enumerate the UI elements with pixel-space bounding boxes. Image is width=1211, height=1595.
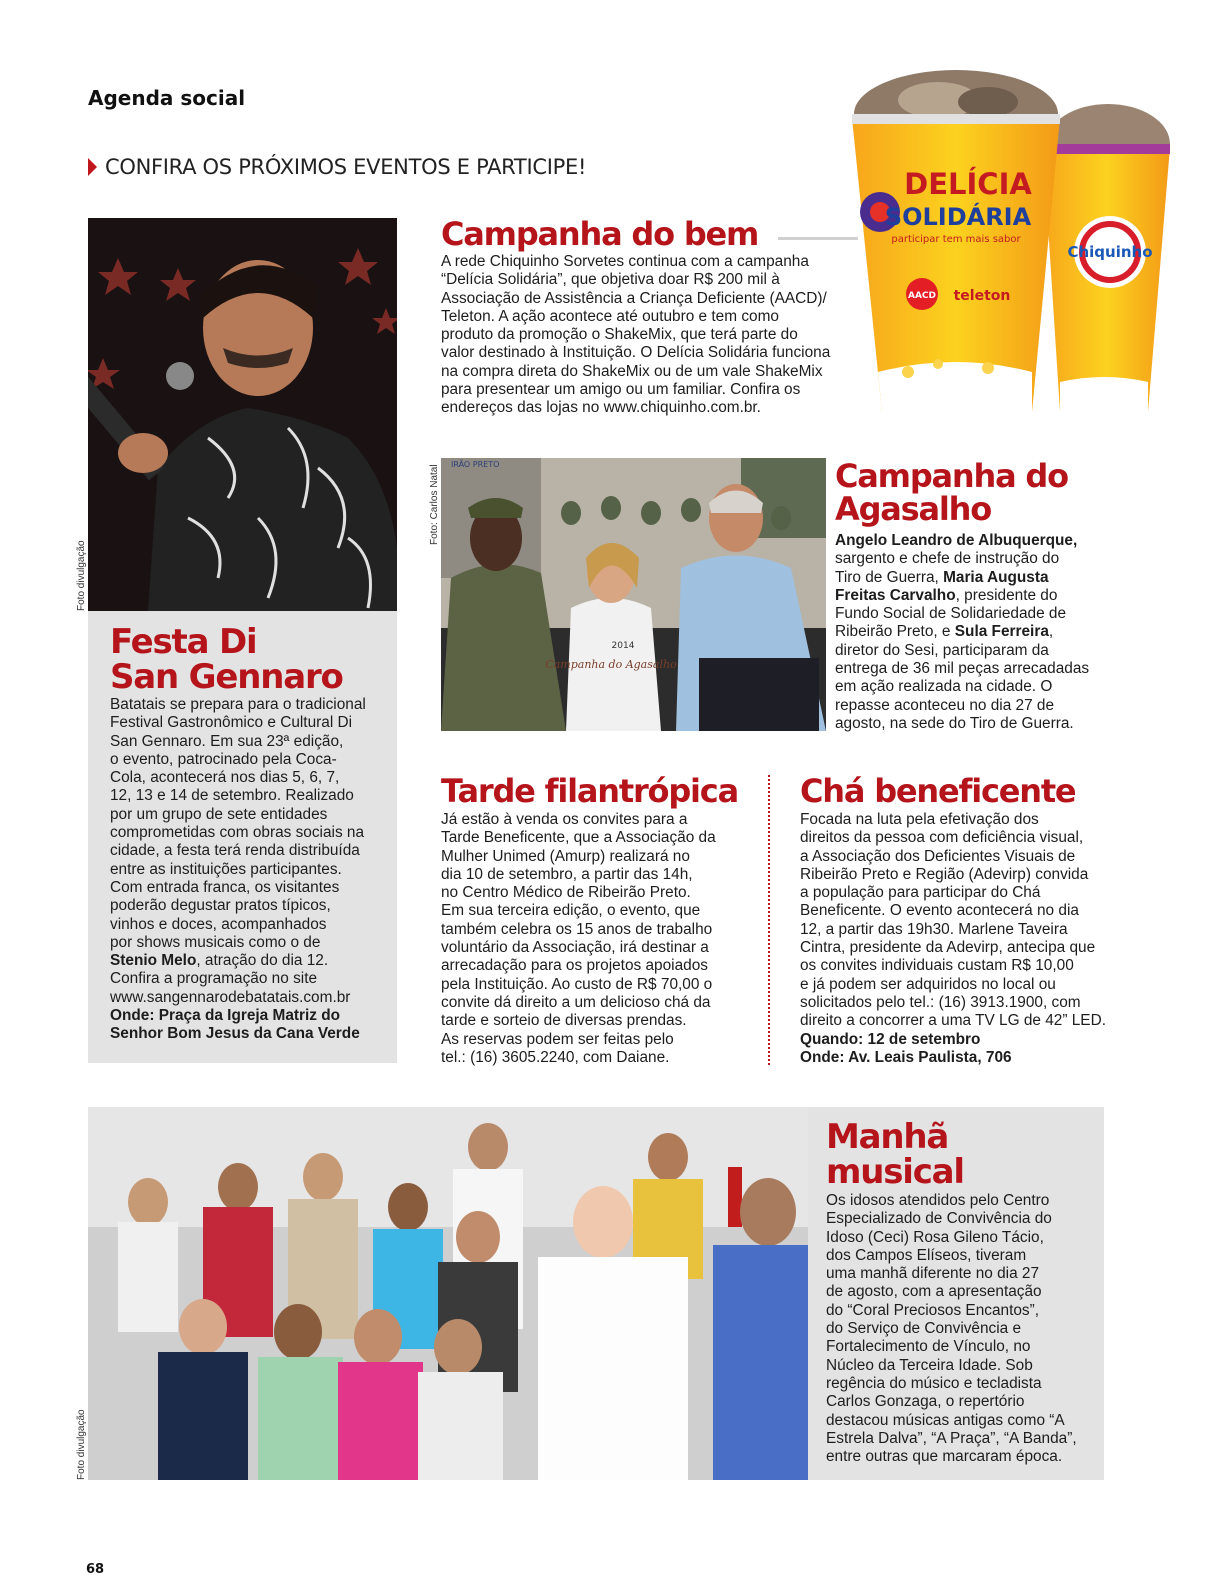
body-line: entrega de 36 mil peças arrecadadas — [835, 660, 1090, 678]
body-line: valor destinado à Instituição. O Delícia Solidária funciona — [441, 344, 831, 362]
where-line: Onde: Av. Leais Paulista, 706 — [800, 1048, 1012, 1066]
body-line: regência do músico e tecladista — [826, 1374, 1042, 1392]
festa-title-line: Festa Di — [110, 622, 257, 662]
inline-text: Ribeirão Preto, e — [835, 623, 955, 641]
body-line: Com entrada franca, os visitantes — [110, 878, 340, 896]
shirt-year: 2014 — [611, 641, 635, 651]
body-line: Angelo Leandro de Albuquerque, — [835, 532, 1078, 549]
teleton-logo: teleton — [953, 288, 1011, 304]
body-line: 12, a partir das 19h30. Marlene Taveira — [800, 920, 1068, 938]
body-line: 12, 13 e 14 de setembro. Realizado — [110, 787, 354, 805]
manha-title-line: Manhã — [826, 1117, 949, 1157]
body-line: Associação de Assistência a Criança Deficiente (AACD)/ — [441, 289, 827, 307]
delicia-logo: DELÍCIA — [904, 167, 1032, 201]
body-line — [835, 569, 1125, 587]
body-line: a população para participar do Chá — [800, 884, 1041, 902]
festa-photo — [88, 218, 397, 611]
manha-title-line: musical — [826, 1152, 964, 1192]
body-line: o evento, patrocinado pela Coca- — [110, 750, 337, 768]
body-line: direitos da pessoa com deficiência visual, — [800, 829, 1084, 847]
bold-name: Stenio Melo — [110, 952, 197, 970]
campanha-bem-title: Campanha do bem — [441, 215, 759, 253]
body-line: Os idosos atendidos pelo Centro — [826, 1192, 1050, 1209]
body-line: por shows musicais como o de — [110, 933, 321, 951]
body-line: no Centro Médico de Ribeirão Preto. — [441, 884, 691, 902]
festa-title — [110, 622, 343, 697]
body-line: para presentear um amigo ou um familiar. Confira os — [441, 381, 801, 399]
tagline: participar tem mais sabor — [891, 234, 1021, 245]
body-line: Especializado de Convivência do — [826, 1210, 1052, 1228]
bold-name: Freitas Carvalho — [835, 586, 956, 604]
body-line: Estrela Dalva”, “A Praça”, “A Banda”, — [826, 1429, 1077, 1447]
body-line: arrecadação para os projetos apoiados — [441, 957, 708, 975]
photo-credit: Foto divulgação — [76, 540, 87, 611]
section-title: Agenda social — [88, 86, 246, 110]
festa-title-line: San Gennaro — [110, 657, 343, 697]
body-line: dia 10 de setembro, a partir das 14h, — [441, 865, 693, 883]
aacd-logo: AACD — [907, 291, 937, 301]
body-line: os convites individuais custam R$ 10,00 — [800, 957, 1074, 975]
body-line: Teleton. A ação acontece até outubro e tem como — [441, 307, 779, 325]
agasalho-photo — [441, 458, 826, 731]
where-line: Onde: Praça da Igreja Matriz do — [110, 1007, 341, 1025]
body-line: solicitados pelo tel.: (16) 3913.1900, com — [800, 993, 1081, 1011]
tarde-title: Tarde filantrópica — [441, 772, 738, 810]
body-line: Fundo Social de Solidariedade de — [835, 605, 1067, 623]
body-line: a Associação dos Deficientes Visuais de — [800, 847, 1076, 865]
body-line: Cola, acontecerá nos dias 5, 6, 7, — [110, 769, 340, 787]
body-line: A rede Chiquinho Sorvetes continua com a campanha — [441, 253, 809, 270]
body-line: Beneficente. O evento acontecerá no dia — [800, 902, 1079, 920]
festa-body — [110, 696, 394, 1044]
body-line: dos Campos Elíseos, tiveram — [826, 1246, 1027, 1264]
agasalho-title-line: Agasalho — [835, 490, 992, 528]
body-line: agosto, na sede do Tiro de Guerra. — [835, 714, 1074, 732]
body-line: produto da promoção o ShakeMix, que terá parte do — [441, 326, 798, 344]
body-line: Ribeirão Preto e Região (Adevirp) convida — [800, 865, 1089, 883]
photo-credit: Foto: Carlos Natal — [429, 464, 440, 545]
body-line: poderão degustar pratos típicos, — [110, 897, 331, 915]
title-rule — [778, 237, 858, 240]
bold-name: Sula Ferreira — [954, 623, 1049, 641]
body-line: na compra direta do ShakeMix ou de um vale ShakeMix — [441, 362, 823, 380]
body-line: diretor do Sesi, participaram da — [835, 641, 1049, 659]
body-line: endereços das lojas no www.chiquinho.com.br. — [441, 399, 761, 417]
subheading — [88, 155, 586, 179]
body-line: Já estão à venda os convites para a — [441, 811, 688, 828]
body-line: uma manhã diferente no dia 27 — [826, 1265, 1040, 1283]
body-line: Fortalecimento de Vínculo, no — [826, 1338, 1031, 1356]
inline-text: , atração do dia 12. — [196, 952, 329, 970]
body-line: pela Instituição. Ao custo de R$ 70,00 o — [441, 975, 713, 993]
tarde-body — [441, 811, 761, 1067]
body-line: e já podem ser adquiridos no local ou — [800, 975, 1056, 993]
body-line: de agosto, com a apresentação — [826, 1283, 1042, 1301]
body-line: Em sua terceira edição, o evento, que — [441, 902, 701, 920]
body-line: Tarde Beneficente, que a Associação da — [441, 829, 716, 847]
body-line: por um grupo de sete entidades — [110, 805, 328, 823]
shirt-text: Campanha do Agasalho — [545, 658, 677, 671]
body-line: “Delícia Solidária”, que objetiva doar R$ 200 mil à — [441, 271, 780, 289]
solidaria-logo: SOLIDÁRIA — [884, 203, 1032, 231]
manha-body — [826, 1192, 1096, 1466]
body-line: destacou músicas antigas como “A — [826, 1411, 1065, 1429]
subheading-text: CONFIRA OS PRÓXIMOS EVENTOS E PARTICIPE! — [105, 155, 587, 179]
cha-body — [800, 811, 1130, 1067]
body-line: direito a concorrer a uma TV LG de 42” LED. — [800, 1012, 1106, 1030]
body-line: vinhos e doces, acompanhados — [110, 915, 327, 933]
inline-text: , presidente do — [955, 586, 1058, 604]
body-line: repasse aconteceu no dia 27 de — [835, 696, 1055, 714]
body-line: entre as instituições participantes. — [110, 860, 342, 878]
where-line: Senhor Bom Jesus da Cana Verde — [110, 1025, 360, 1043]
body-line: entre outras que marcaram época. — [826, 1448, 1063, 1466]
body-line: Carlos Gonzaga, o repertório — [826, 1393, 1025, 1411]
agasalho-title — [835, 457, 1068, 528]
body-line: também celebra os 15 anos de trabalho — [441, 920, 713, 938]
chiquinho-logo: Chiquinho — [1067, 243, 1153, 261]
body-line: do “Coral Preciosos Encantos”, — [826, 1301, 1039, 1319]
body-line: Cintra, presidente da Adevirp, antecipa que — [800, 939, 1096, 957]
agasalho-title-line: Campanha do — [835, 457, 1068, 495]
body-line — [835, 587, 1125, 605]
body-line: Confira a programação no site — [110, 970, 318, 988]
body-line: Batatais se prepara para o tradicional — [110, 696, 366, 713]
body-line: voluntário da Associação, irá destinar a — [441, 939, 709, 957]
body-line — [835, 623, 1125, 641]
wall-text: IRÃO PRETO — [451, 460, 500, 469]
body-line: www.sangennarodebatatais.com.br — [110, 988, 351, 1006]
inline-text: , — [1048, 623, 1054, 641]
shake-cups-image — [848, 52, 1173, 424]
cha-title: Chá beneficente — [800, 772, 1076, 810]
body-line: em ação realizada na cidade. O — [835, 678, 1053, 696]
body-line: tel.: (16) 3605.2240, com Daiane. — [441, 1048, 670, 1066]
body-line: cidade, a festa terá renda distribuída — [110, 842, 360, 860]
page-number: 68 — [86, 1562, 105, 1577]
body-line: convite dá direito a um delicioso chá da — [441, 993, 711, 1011]
when-line: Quando: 12 de setembro — [800, 1030, 981, 1048]
body-line: tarde e sorteio de diversas prendas. — [441, 1012, 687, 1030]
body-line: As reservas podem ser feitas pelo — [441, 1030, 674, 1048]
body-line — [110, 952, 394, 970]
arrow-right-icon — [88, 158, 97, 176]
body-line: Idoso (Ceci) Rosa Gileno Tácio, — [826, 1228, 1044, 1246]
agasalho-body — [835, 532, 1125, 733]
inline-text: Tiro de Guerra, — [835, 568, 944, 586]
manha-photo — [88, 1107, 808, 1480]
body-line: Festival Gastronômico e Cultural Di — [110, 714, 353, 732]
body-line: Núcleo da Terceira Idade. Sob — [826, 1356, 1033, 1374]
body-line: Mulher Unimed (Amurp) realizará no — [441, 847, 690, 865]
photo-credit: Foto divulgação — [76, 1409, 87, 1480]
body-line: San Gennaro. Em sua 23ª edição, — [110, 732, 344, 750]
column-divider — [768, 775, 770, 1065]
body-line: Focada na luta pela efetivação dos — [800, 811, 1039, 828]
body-line: do Serviço de Convivência e — [826, 1320, 1022, 1338]
bold-name: Maria Augusta — [943, 568, 1049, 586]
campanha-bem-body — [441, 253, 861, 418]
body-line: comprometidas com obras sociais na — [110, 824, 365, 842]
manha-title — [826, 1117, 964, 1192]
body-line: sargento e chefe de instrução do — [835, 550, 1060, 568]
